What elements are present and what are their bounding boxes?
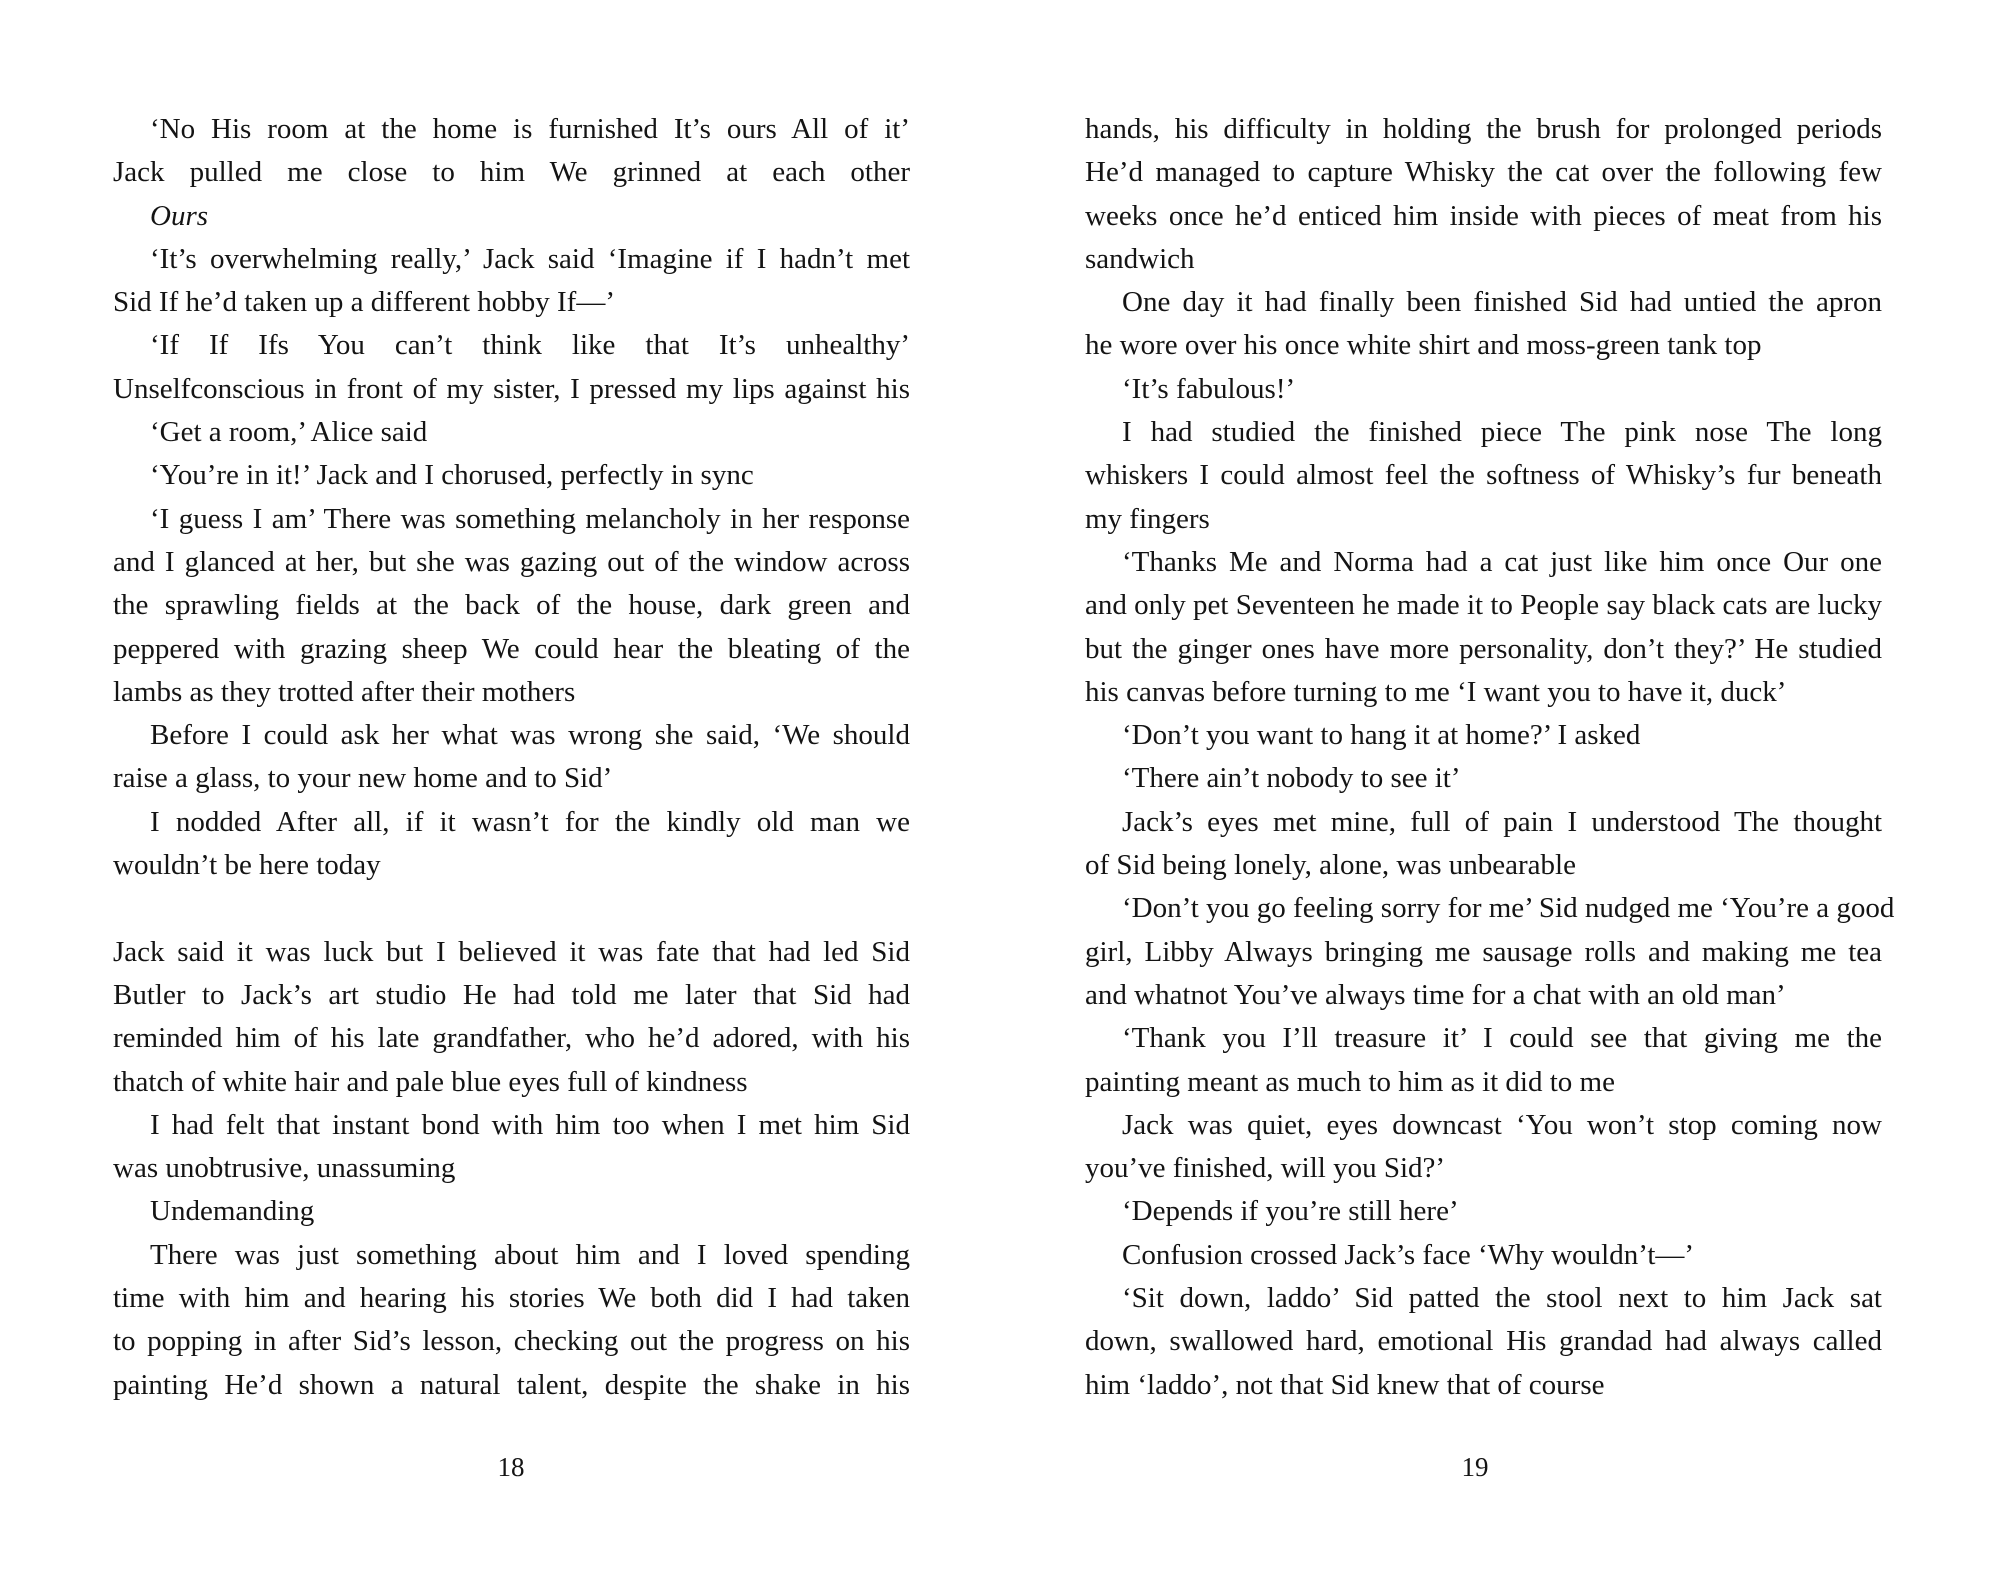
text-line: painting He’d shown a natural talent, despite the shake in his xyxy=(113,1368,910,1401)
text-line: reminded him of his late grandfather, who he’d adored, with his xyxy=(113,1022,910,1055)
text-line: Butler to Jack’s art studio He had told me later that Sid had xyxy=(113,978,910,1011)
text-line: ‘There ain’t nobody to see it’ xyxy=(1122,762,1461,795)
text-line: ‘Don’t you want to hang it at home?’ I asked xyxy=(1122,719,1641,752)
text-line: There was just something about him and I loved spending xyxy=(150,1238,910,1271)
page-number: 18 xyxy=(497,1452,525,1482)
text-line: Undemanding xyxy=(150,1195,315,1228)
text-line: ‘You’re in it!’ Jack and I chorused, perfectly in sync xyxy=(150,459,754,492)
text-line: Before I could ask her what was wrong she said, ‘We should xyxy=(150,719,910,752)
text-line: ‘Depends if you’re still here’ xyxy=(1122,1195,1459,1228)
text-line: Sid If he’d taken up a different hobby If—’ xyxy=(113,286,615,319)
text-line: Unselfconscious in front of my sister, I pressed my lips against his xyxy=(113,372,910,405)
text-line: He’d managed to capture Whisky the cat over the following few xyxy=(1085,156,1882,189)
text-line: hands, his difficulty in holding the brush for prolonged periods xyxy=(1085,113,1882,145)
left-page-text xyxy=(113,108,910,1407)
text-line: I nodded After all, if it wasn’t for the kindly old man we xyxy=(150,805,910,838)
text-line: Ours xyxy=(150,199,209,232)
text-line: thatch of white hair and pale blue eyes full of kindness xyxy=(113,1065,748,1098)
text-line: weeks once he’d enticed him inside with pieces of meat from his xyxy=(1085,199,1882,232)
text-line: ‘Thank you I’ll treasure it’ I could see that giving me the xyxy=(1122,1022,1882,1055)
text-line: lambs as they trotted after their mothers xyxy=(113,675,576,708)
text-line: of Sid being lonely, alone, was unbearable xyxy=(1085,849,1576,882)
text-line: One day it had finally been finished Sid had untied the apron xyxy=(1122,286,1882,319)
text-line: and whatnot You’ve always time for a chat with an old man’ xyxy=(1085,978,1786,1011)
text-line: and I glanced at her, but she was gazing out of the window across xyxy=(113,545,910,578)
text-line: but the ginger ones have more personality, don’t they?’ He studied xyxy=(1085,632,1882,665)
text-line: whiskers I could almost feel the softness of Whisky’s fur beneath xyxy=(1085,459,1882,492)
text-line: I had studied the finished piece The pink nose The long xyxy=(1122,416,1882,449)
text-line: you’ve finished, will you Sid?’ xyxy=(1085,1152,1446,1185)
text-line: was unobtrusive, unassuming xyxy=(113,1152,456,1185)
text-line: ‘It’s fabulous!’ xyxy=(1122,372,1296,405)
text-line: ‘Sit down, laddo’ Sid patted the stool next to him Jack sat xyxy=(1122,1282,1882,1315)
text-line: ‘Thanks Me and Norma had a cat just like him once Our one xyxy=(1122,545,1882,578)
page-number: 19 xyxy=(1461,1452,1489,1482)
text-line: and only pet Seventeen he made it to People say black cats are lucky xyxy=(1085,589,1882,622)
text-line: to popping in after Sid’s lesson, checking out the progress on his xyxy=(113,1325,910,1358)
text-line: I had felt that instant bond with him too when I met him Sid xyxy=(150,1108,910,1141)
text-line: wouldn’t be here today xyxy=(113,849,381,882)
text-line: peppered with grazing sheep We could hear the bleating of the xyxy=(113,632,910,665)
text-line: Jack pulled me close to him We grinned at each other xyxy=(113,156,910,189)
text-line: painting meant as much to him as it did to me xyxy=(1085,1065,1615,1098)
right-page xyxy=(1000,0,2000,1579)
text-line: girl, Libby Always bringing me sausage rolls and making me tea xyxy=(1085,935,1882,968)
text-line: Jack said it was luck but I believed it was fate that had led Sid xyxy=(113,935,910,968)
text-line: ‘Don’t you go feeling sorry for me’ Sid nudged me ‘You’re a good xyxy=(1122,892,1895,925)
text-line: ‘Get a room,’ Alice said xyxy=(150,416,428,449)
text-line: raise a glass, to your new home and to Sid’ xyxy=(113,762,613,795)
text-line: down, swallowed hard, emotional His grandad had always called xyxy=(1085,1325,1882,1358)
text-line: ‘I guess I am’ There was something melancholy in her response xyxy=(150,502,910,535)
text-line: sandwich xyxy=(1085,242,1195,275)
section-break xyxy=(113,887,910,930)
right-page-text xyxy=(1085,108,1895,1407)
text-line: Confusion crossed Jack’s face ‘Why wouldn’t—’ xyxy=(1122,1238,1695,1271)
text-line: my fingers xyxy=(1085,502,1210,535)
text-line: ‘No His room at the home is furnished It’s ours All of it’ xyxy=(150,113,910,145)
text-line: the sprawling fields at the back of the house, dark green and xyxy=(113,589,910,622)
text-line: ‘It’s overwhelming really,’ Jack said ‘Imagine if I hadn’t met xyxy=(150,242,910,275)
text-line: Jack’s eyes met mine, full of pain I understood The thought xyxy=(1122,805,1882,838)
text-line: ‘If If Ifs You can’t think like that It’s unhealthy’ xyxy=(150,329,910,362)
text-line: he wore over his once white shirt and moss-green tank top xyxy=(1085,329,1762,362)
text-line: time with him and hearing his stories We both did I had taken xyxy=(113,1282,910,1315)
text-line: Jack was quiet, eyes downcast ‘You won’t stop coming now xyxy=(1122,1108,1882,1141)
text-line: his canvas before turning to me ‘I want you to have it, duck’ xyxy=(1085,675,1787,708)
text-line: him ‘laddo’, not that Sid knew that of course xyxy=(1085,1368,1605,1401)
